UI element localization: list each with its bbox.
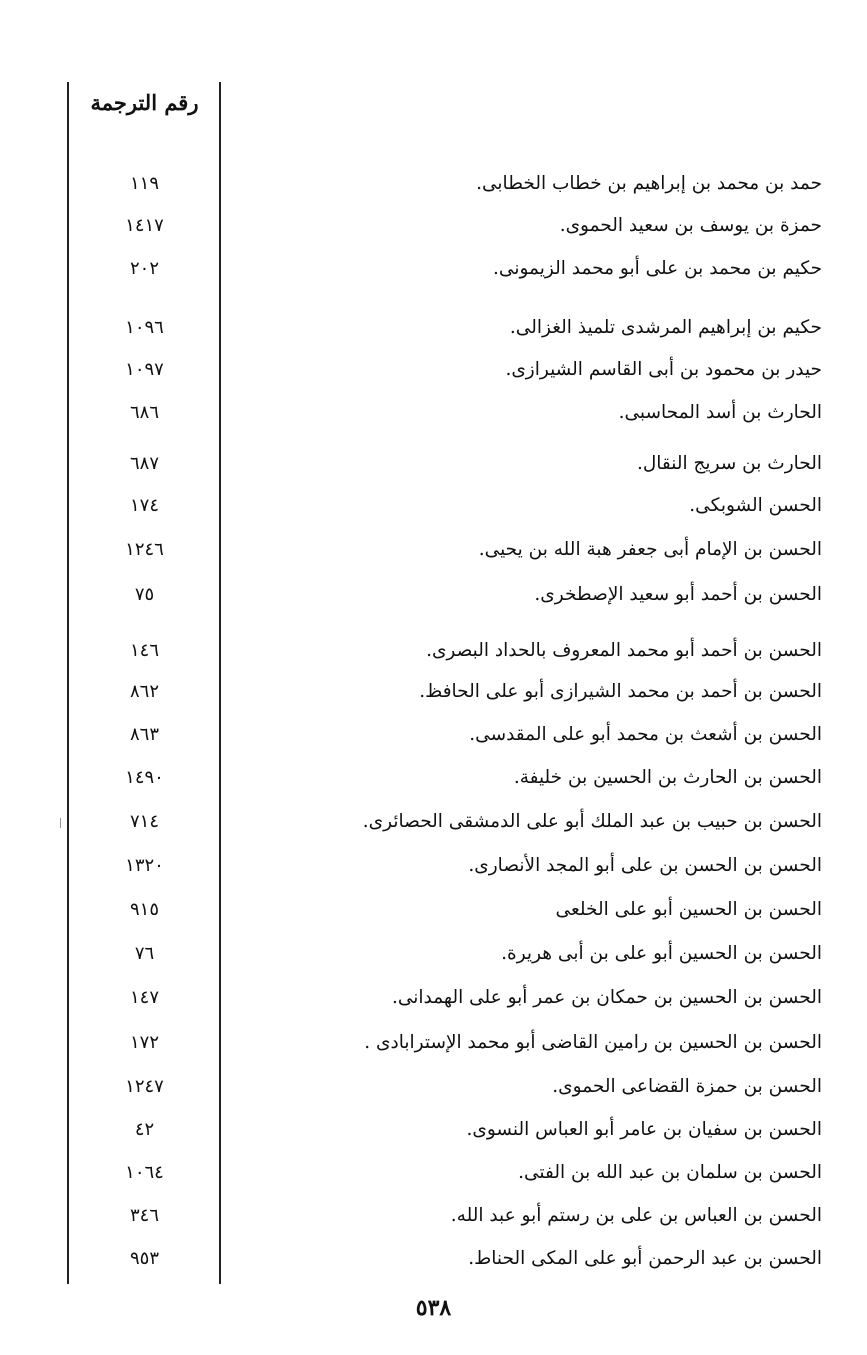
entry-name: الحارث بن سريج النقال. — [636, 453, 822, 474]
entry-name: الحسن بن أحمد أبو سعيد الإصطخرى. — [534, 584, 822, 605]
entry-number: ١٣٢٠ — [125, 855, 164, 876]
entry-number: ١٤٧ — [129, 987, 159, 1008]
list-item — [0, 893, 867, 927]
entry-name: الحسن بن عبد الرحمن أبو على المكى الحناط. — [468, 1248, 822, 1269]
entry-name: الحارث بن أسد المحاسبى. — [618, 402, 822, 423]
list-item — [0, 578, 867, 612]
entry-number: ٧٦ — [134, 943, 155, 964]
list-item — [0, 353, 867, 387]
entry-number: ٤٢ — [134, 1119, 155, 1140]
list-item — [0, 981, 867, 1015]
entry-number: ١٢٤٦ — [125, 539, 164, 560]
list-item — [0, 1199, 867, 1233]
list-item — [0, 937, 867, 971]
entry-name: الحسن بن سلمان بن عبد الله بن الفتى. — [518, 1162, 822, 1183]
column-header-translation-number: رقم الترجمة — [90, 90, 199, 115]
entry-number: ٩٥٣ — [129, 1248, 159, 1269]
entry-number: ٦٨٧ — [129, 453, 159, 474]
entry-name: الحسن بن أحمد أبو محمد المعروف بالحداد البصرى. — [426, 640, 822, 661]
entry-name: حمزة بن يوسف بن سعيد الحموى. — [559, 215, 822, 236]
entry-number: ٨٦٣ — [129, 724, 159, 745]
list-item — [0, 396, 867, 430]
entry-number: ١٧٤ — [129, 495, 159, 516]
entry-number: ١٠٩٧ — [125, 359, 164, 380]
entry-name: حكيم بن إبراهيم المرشدى تلميذ الغزالى. — [509, 317, 822, 338]
entry-number: ٢٠٢ — [129, 258, 159, 279]
entry-name: الحسن بن الحسن بن على أبو المجد الأنصارى. — [468, 855, 822, 876]
list-item — [0, 252, 867, 286]
list-item — [0, 489, 867, 523]
entry-name: الحسن بن الحارث بن الحسين بن خليفة. — [513, 767, 822, 788]
entry-number: ٦٨٦ — [129, 402, 159, 423]
entry-number: ٧٥ — [134, 584, 155, 605]
list-item — [0, 1113, 867, 1147]
entry-number: ١٠٩٦ — [125, 317, 164, 338]
entry-name: الحسن بن الحسين بن رامين القاضى أبو محمد الإسترابادى . — [364, 1032, 822, 1053]
list-item — [0, 1156, 867, 1190]
entry-name: الحسن بن الحسين أبو على بن أبى هريرة. — [501, 943, 822, 964]
entry-name: حمد بن محمد بن إبراهيم بن خطاب الخطابى. — [476, 173, 822, 194]
entry-number: ١٤٩٠ — [125, 767, 164, 788]
entry-name: حيدر بن محمود بن أبى القاسم الشيرازى. — [505, 359, 822, 380]
entry-number: ١٤٦ — [129, 640, 159, 661]
page-number: ٥٣٨ — [415, 1295, 452, 1321]
list-item — [0, 634, 867, 668]
entry-number: ٨٦٢ — [129, 681, 159, 702]
list-item — [0, 718, 867, 752]
entry-name: الحسن بن حمزة القضاعى الحموى. — [552, 1076, 822, 1097]
entry-name: حكيم بن محمد بن على أبو محمد الزيمونى. — [493, 258, 822, 279]
entry-name: الحسن بن الحسين بن حمكان بن عمر أبو على الهمدانى. — [391, 987, 822, 1008]
entry-number: ٩١٥ — [129, 899, 159, 920]
entry-number: ١٤١٧ — [125, 215, 164, 236]
entry-name: الحسن بن العباس بن على بن رستم أبو عبد الله. — [450, 1205, 822, 1226]
entry-number: ٣٤٦ — [129, 1205, 159, 1226]
entry-name: الحسن بن الإمام أبى جعفر هبة الله بن يحيى. — [478, 539, 822, 560]
list-item — [0, 209, 867, 243]
entry-number: ١٠٦٤ — [125, 1162, 164, 1183]
entry-name: الحسن بن حبيب بن عبد الملك أبو على الدمشقى الحصائرى. — [362, 811, 822, 832]
entry-name: الحسن بن أحمد بن محمد الشيرازى أبو على الحافظ. — [419, 681, 822, 702]
list-item — [0, 1026, 867, 1060]
list-item — [0, 1070, 867, 1104]
list-item — [0, 311, 867, 345]
entry-number: ٧١٤ — [129, 811, 159, 832]
entry-number: ١٢٤٧ — [125, 1076, 164, 1097]
list-item — [0, 675, 867, 709]
list-item — [0, 761, 867, 795]
entry-name: الحسن بن سفيان بن عامر أبو العباس النسوى. — [466, 1119, 822, 1140]
list-item — [0, 1242, 867, 1276]
entry-number: ١٧٢ — [129, 1032, 159, 1053]
list-item — [0, 447, 867, 481]
list-item — [0, 533, 867, 567]
entry-number: ١١٩ — [129, 173, 159, 194]
entry-name: الحسن بن أشعث بن محمد أبو على المقدسى. — [469, 724, 822, 745]
list-item — [0, 849, 867, 883]
list-item — [0, 805, 867, 839]
entry-name: الحسن بن الحسين أبو على الخلعى — [555, 899, 822, 920]
list-item — [0, 167, 867, 201]
entry-name: الحسن الشوبكى. — [689, 495, 822, 516]
